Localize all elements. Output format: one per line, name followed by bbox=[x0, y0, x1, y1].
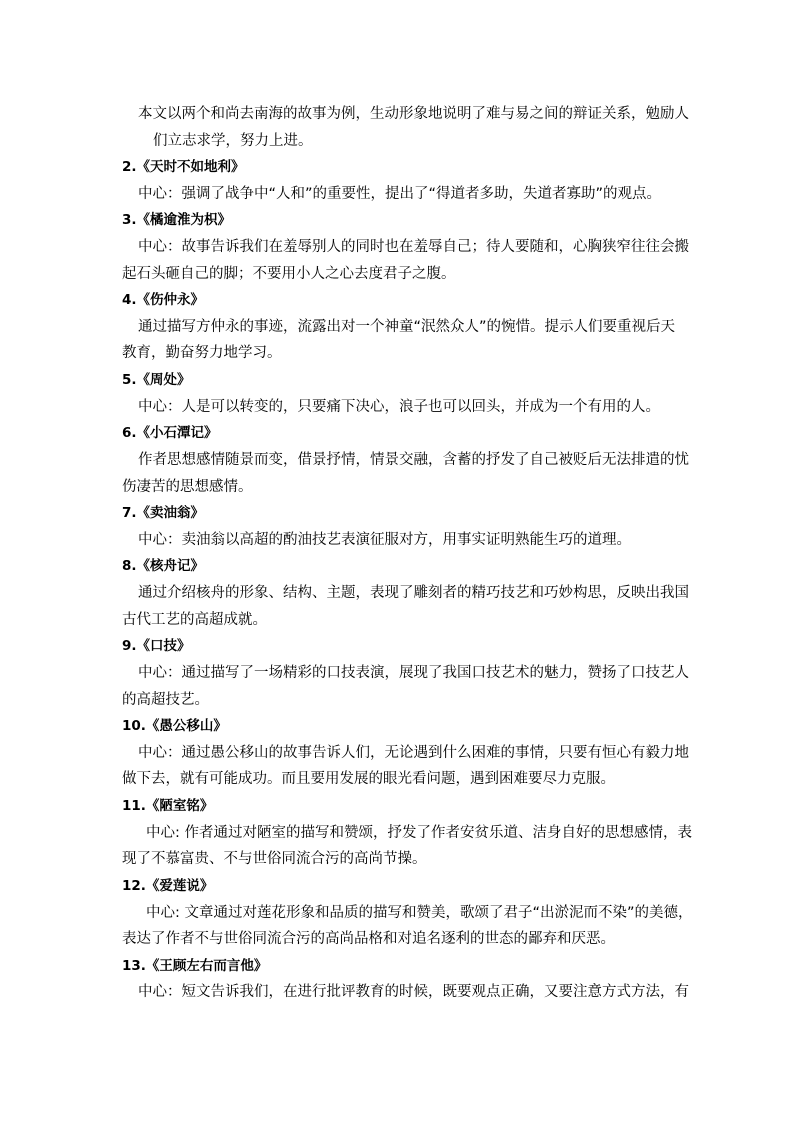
paragraph-line: 中心: 作者通过对陋室的描写和赞颂，抒发了作者安贫乐道、洁身自好的思想感情，表 bbox=[146, 825, 692, 841]
section-heading: 10.《愚公移山》 bbox=[122, 718, 227, 734]
paragraph-line: 通过描写方仲永的事迹，流露出对一个神童“泯然众人”的惋惜。提示人们要重视后天 bbox=[138, 319, 676, 335]
section-heading: 3.《橘逾淮为枳》 bbox=[122, 212, 232, 228]
section-heading: 4.《伤仲永》 bbox=[122, 292, 205, 308]
paragraph-line: 中心：通过描写了一场精彩的口技表演，展现了我国口技艺术的魅力，赞扬了口技艺人 bbox=[138, 665, 689, 681]
section-heading: 9.《口技》 bbox=[122, 638, 191, 654]
paragraph-line: 伤凄苦的思想感情。 bbox=[122, 479, 253, 495]
paragraph-line: 通过介绍核舟的形象、结构、主题，表现了雕刻者的精巧技艺和巧妙构思，反映出我国 bbox=[138, 585, 689, 601]
paragraph-line: 表达了作者不与世俗同流合污的高尚品格和对追名逐利的世态的鄙弃和厌恶。 bbox=[122, 931, 615, 947]
paragraph-line: 本文以两个和尚去南海的故事为例，生动形象地说明了难与易之间的辩证关系，勉励人 bbox=[138, 106, 689, 122]
paragraph-line: 中心: 文章通过对莲花形象和品质的描写和赞美，歌颂了君子“出淤泥而不染”的美德， bbox=[146, 905, 693, 921]
paragraph-line: 们立志求学，努力上进。 bbox=[153, 133, 313, 149]
paragraph-line: 现了不慕富贵、不与世俗同流合污的高尚节操。 bbox=[122, 851, 427, 867]
section-heading: 12.《爱莲说》 bbox=[122, 878, 214, 894]
section-heading: 13.《王顾左右而言他》 bbox=[122, 958, 268, 974]
paragraph-line: 中心：人是可以转变的，只要痛下决心，浪子也可以回头，并成为一个有用的人。 bbox=[138, 399, 660, 415]
paragraph-line: 中心：强调了战争中“人和”的重要性，提出了“得道者多助，失道者寡助”的观点。 bbox=[138, 186, 662, 202]
section-heading: 8.《核舟记》 bbox=[122, 558, 205, 574]
section-heading: 11.《陋室铭》 bbox=[122, 798, 214, 814]
paragraph-line: 教育，勤奋努力地学习。 bbox=[122, 345, 282, 361]
section-heading: 5.《周处》 bbox=[122, 372, 191, 388]
paragraph-line: 中心：短文告诉我们，在进行批评教育的时候，既要观点正确，又要注意方式方法，有 bbox=[138, 984, 689, 1000]
paragraph-line: 作者思想感情随景而变，借景抒情，情景交融，含蓄的抒发了自己被贬后无法排遣的忧 bbox=[138, 452, 689, 468]
paragraph-line: 做下去，就有可能成功。而且要用发展的眼光看问题，遇到困难要尽力克服。 bbox=[122, 771, 615, 787]
paragraph-line: 的高超技艺。 bbox=[122, 692, 209, 708]
paragraph-line: 中心：通过愚公移山的故事告诉人们，无论遇到什么困难的事情，只要有恒心有毅力地 bbox=[138, 745, 689, 761]
paragraph-line: 古代工艺的高超成就。 bbox=[122, 612, 267, 628]
paragraph-line: 起石头砸自己的脚；不要用小人之心去度君子之腹。 bbox=[122, 266, 456, 282]
section-heading: 7.《卖油翁》 bbox=[122, 505, 205, 521]
section-heading: 6.《小石潭记》 bbox=[122, 425, 218, 441]
section-heading: 2.《天时不如地利》 bbox=[122, 159, 245, 175]
paragraph-line: 中心：卖油翁以高超的酌油技艺表演征服对方，用事实证明熟能生巧的道理。 bbox=[138, 532, 631, 548]
paragraph-line: 中心：故事告诉我们在羞辱别人的同时也在羞辱自己；待人要随和，心胸狭窄往往会搬 bbox=[138, 239, 689, 255]
